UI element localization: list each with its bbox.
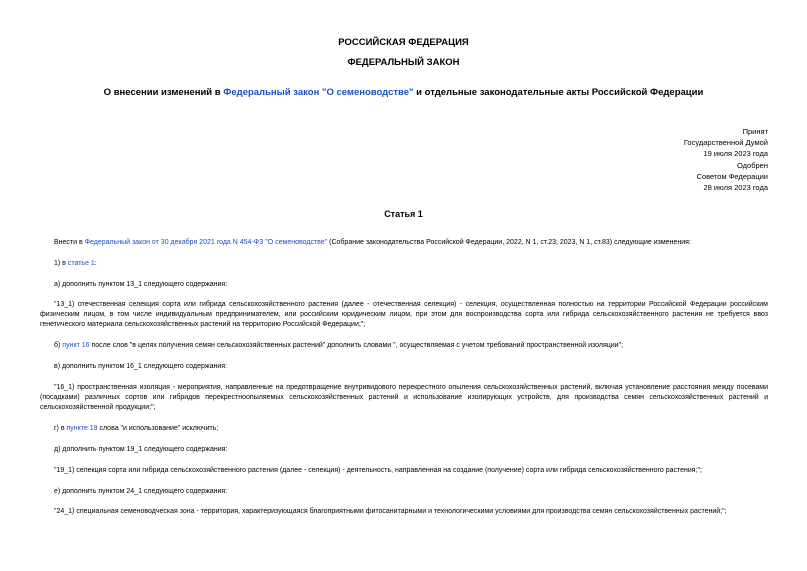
text: Внести в: [54, 239, 85, 246]
paragraph-item-g: [40, 424, 768, 434]
law-title: [0, 87, 807, 98]
header-country: РОССИЙСКАЯ ФЕДЕРАЦИЯ: [338, 37, 469, 48]
approval-date: 28 июля 2023 года: [703, 183, 768, 193]
approval-line: Государственной Думой: [683, 138, 768, 148]
approval-block: [684, 126, 768, 193]
point-19-link[interactable]: пункте 19: [66, 425, 98, 432]
text: слова "и использование" исключить;: [97, 425, 219, 432]
approval-date: 19 июля 2023 года: [703, 149, 768, 159]
article-1-link[interactable]: статье 1: [67, 260, 95, 267]
header-law-type: ФЕДЕРАЛЬНЫЙ ЗАКОН: [347, 57, 460, 68]
text: г) в: [54, 425, 67, 432]
approval-line: Одобрен: [737, 160, 768, 170]
text: б): [54, 342, 63, 349]
point-16-link[interactable]: пункт 16: [62, 342, 90, 349]
paragraph-item-d: д) дополнить пунктом 19_1 следующего содержания:: [54, 446, 228, 453]
paragraph-item-e: е) дополнить пунктом 24_1 следующего содержания:: [54, 488, 228, 495]
article-heading: Статья 1: [384, 209, 423, 219]
paragraph-intro: [40, 238, 768, 248]
law-title-suffix: и отдельные законодательные акты Российской Федерации: [413, 87, 704, 98]
law-title-link[interactable]: Федеральный закон "О семеноводстве": [223, 87, 414, 98]
law-title-prefix: О внесении изменений в: [103, 87, 224, 98]
text: 1) в: [54, 260, 68, 267]
paragraph-item-b: [40, 341, 768, 351]
paragraph-24-1: "24_1) специальная семеноводческая зона - территория, характеризующаяся благоприятными фитосанитарными и технологическими условиями для производства семян сельскохозяйственных растений;";: [54, 508, 727, 515]
text: (Собрание законодательства Российской Федерации, 2022, N 1, ст.23; 2023, N 1, ст.83) следующие изменения:: [327, 239, 691, 246]
approval-line: Советом Федерации: [696, 171, 768, 181]
text: после слов "в целях получения семян сельскохозяйственных растений" дополнить словами ", осуществляемая с учетом требований пространственной изоляции";: [89, 342, 624, 349]
paragraph-19-1: "19_1) селекция сорта или гибрида сельскохозяйственного растения (далее - селекция) - деятельность, направленная на создание (получение) сорта или гибрида сельскохозяйственного растения;";: [54, 467, 702, 474]
text: :: [94, 260, 97, 267]
paragraph-16-1: "16_1) пространственная изоляция - мероприятия, направленные на предотвращение внутривидового перекрестного опыления сельскохозяйственных растений, включая установление расстояния между посевами (посадками) различных сортов или гибридов перекрестноопыляемых сельскохозяйственных растений и использование изолирующих устройств, для производства семян сельскохозяйственных растений и сельскохозяйственной продукции;";: [40, 384, 768, 412]
paragraph-item-1: [40, 259, 768, 269]
law-reference-link[interactable]: Федеральный закон от 30 декабря 2021 года N 454-ФЗ "О семеноводстве": [84, 239, 328, 246]
paragraph-13-1: "13_1) отечественная селекция сорта или гибрида сельскохозяйственного растения (далее - отечественная селекция) - селекция, осуществленная полностью на территории Российской Федерации российским физическим лицом, в том числе индивидуальным предпринимателем, или российским юридическим лицом, при этом для воспроизводства сорта или гибрида сельскохозяйственного растения не требуется ввоз генетического материала сельскохозяйственных растений на территорию Российской Федерации;";: [40, 301, 768, 329]
paragraph-item-a: а) дополнить пунктом 13_1 следующего содержания:: [54, 281, 228, 288]
approval-line: Принят: [742, 127, 768, 136]
paragraph-item-v: в) дополнить пунктом 16_1 следующего содержания:: [54, 363, 227, 370]
